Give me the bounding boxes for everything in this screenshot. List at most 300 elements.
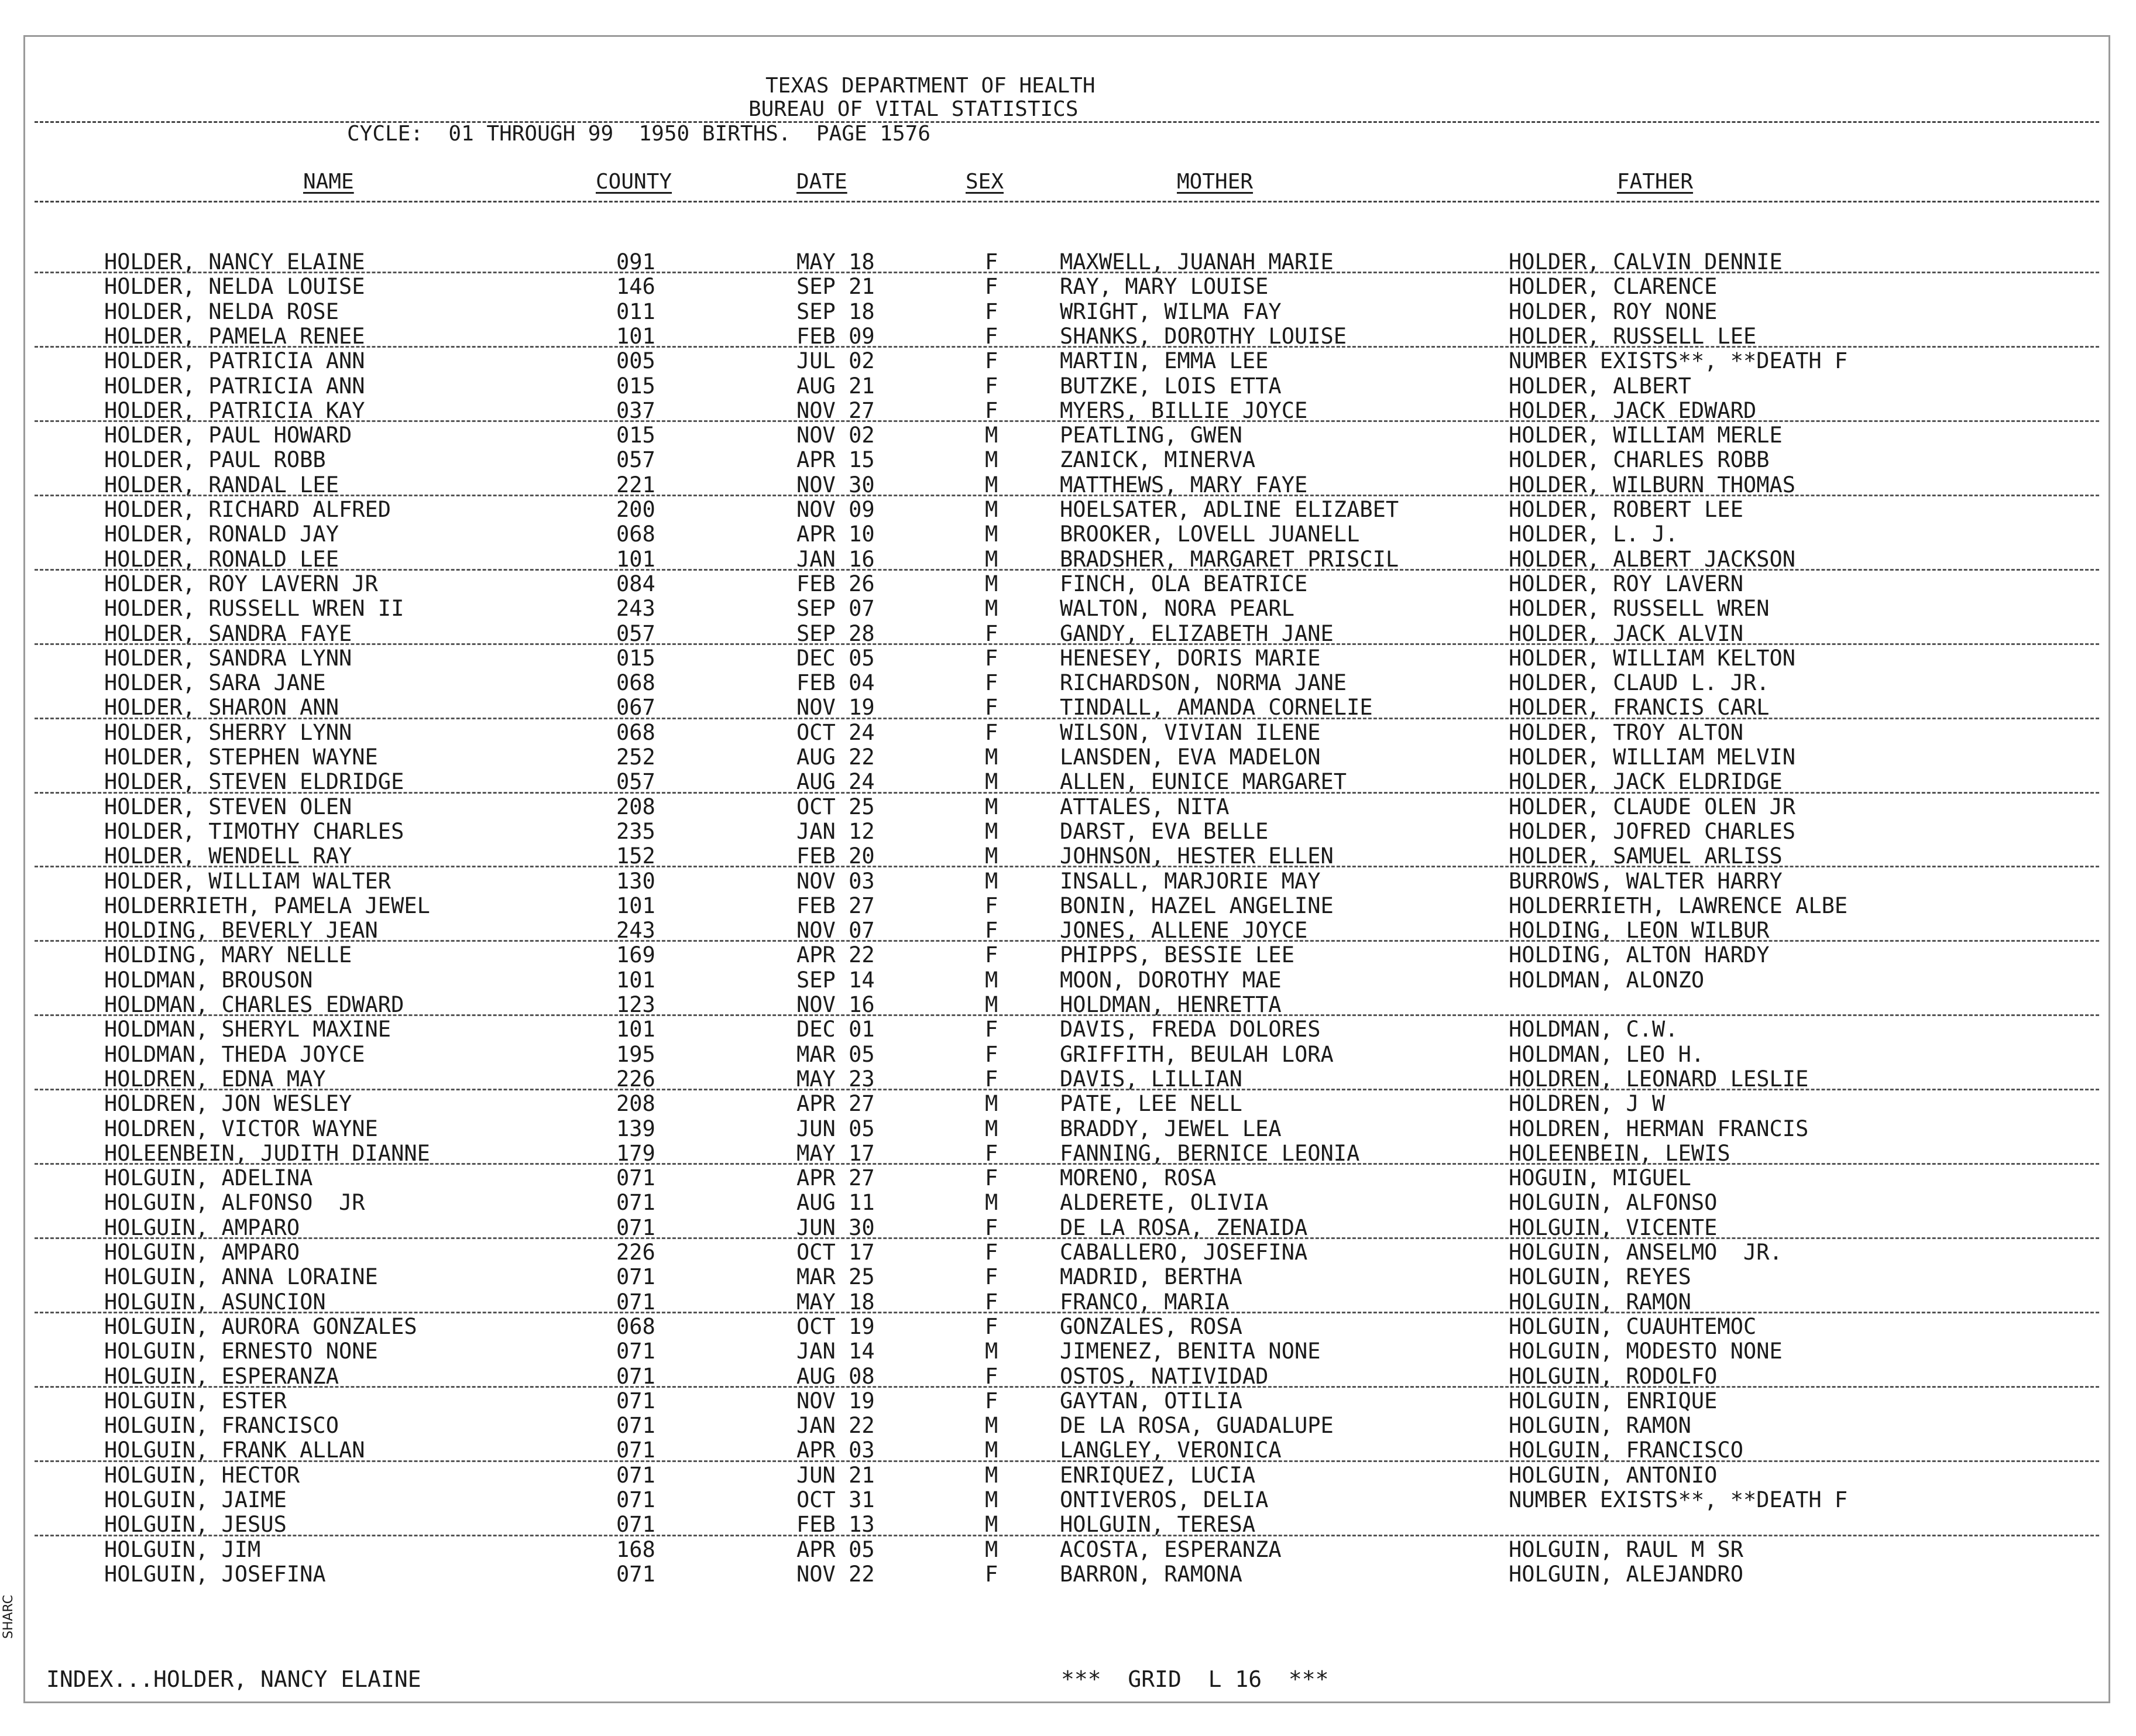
record-name: HOLDER, STEVEN OLEN (104, 794, 352, 819)
record-name: HOLDER, NANCY ELAINE (104, 249, 365, 275)
record-county: 015 (616, 645, 655, 671)
record-date: APR 27 (796, 1165, 875, 1191)
record-father: HOLDER, JACK EDWARD (1509, 397, 1757, 423)
record-county: 068 (616, 719, 655, 745)
record-date: NOV 30 (796, 472, 875, 498)
record-name: HOLDING, MARY NELLE (104, 942, 352, 968)
record-county: 130 (616, 868, 655, 894)
record-sex: F (985, 719, 998, 745)
record-county: 146 (616, 274, 655, 300)
record-name: HOLDER, NELDA ROSE (104, 299, 339, 324)
table-row (25, 522, 2108, 547)
record-name: HOLDER, SHERRY LYNN (104, 719, 352, 745)
footer-index: INDEX...HOLDER, NANCY ELAINE (46, 1666, 421, 1692)
record-date: DEC 05 (796, 645, 875, 671)
record-date: APR 10 (796, 522, 875, 547)
record-name: HOLDER, SANDRA LYNN (104, 645, 352, 671)
record-sex: M (985, 843, 998, 869)
table-row (25, 572, 2108, 596)
record-mother: LANSDEN, EVA MADELON (1060, 745, 1321, 770)
record-date: OCT 25 (796, 794, 875, 819)
record-date: SEP 14 (796, 967, 875, 993)
record-sex: M (985, 818, 998, 844)
record-mother: MATTHEWS, MARY FAYE (1060, 472, 1308, 498)
record-father: HOLGUIN, ANTONIO (1509, 1462, 1718, 1488)
record-father: HOLGUIN, CUAUHTEMOC (1509, 1313, 1757, 1339)
record-name: HOLDER, RANDAL LEE (104, 472, 339, 498)
record-mother: ZANICK, MINERVA (1060, 447, 1256, 473)
record-sex: M (985, 1536, 998, 1562)
record-county: 084 (616, 571, 655, 596)
record-date: MAR 05 (796, 1041, 875, 1067)
column-header-sex: SEX (966, 170, 1004, 194)
record-father: HOLGUIN, FRANCISCO (1509, 1437, 1743, 1463)
record-date: AUG 21 (796, 373, 875, 399)
record-sex: F (985, 373, 998, 399)
record-mother: ALDERETE, OLIVIA (1060, 1190, 1269, 1216)
record-sex: F (985, 249, 998, 275)
record-sex: F (985, 918, 998, 944)
record-sex: F (985, 1363, 998, 1389)
record-name: HOLDER, RICHARD ALFRED (104, 497, 392, 522)
record-father: HOLGUIN, ALEJANDRO (1509, 1561, 1743, 1587)
table-row (25, 943, 2108, 968)
table-row (25, 1290, 2108, 1315)
record-sex: M (985, 1190, 998, 1216)
record-county: 195 (616, 1041, 655, 1067)
record-date: NOV 09 (796, 497, 875, 522)
table-row (25, 1512, 2108, 1537)
table-row (25, 869, 2108, 894)
table-row (25, 968, 2108, 993)
record-sex: M (985, 447, 998, 473)
table-row (25, 1315, 2108, 1339)
record-father: HOLDER, WILLIAM MELVIN (1509, 745, 1796, 770)
record-date: OCT 24 (796, 719, 875, 745)
record-date: SEP 18 (796, 299, 875, 324)
table-row (25, 1413, 2108, 1438)
record-county: 101 (616, 323, 655, 349)
agency-title: TEXAS DEPARTMENT OF HEALTH (765, 74, 1096, 98)
index-sheet (23, 35, 2110, 1703)
record-date: NOV 07 (796, 918, 875, 944)
record-name: HOLDER, PATRICIA KAY (104, 397, 365, 423)
record-father: HOLDMAN, LEO H. (1509, 1041, 1705, 1067)
record-name: HOLDMAN, THEDA JOYCE (104, 1041, 365, 1067)
record-mother: ONTIVEROS, DELIA (1060, 1487, 1269, 1512)
table-row (25, 324, 2108, 349)
record-father: HOLGUIN, RAMON (1509, 1413, 1691, 1439)
record-date: MAY 17 (796, 1140, 875, 1166)
record-name: HOLDER, RUSSELL WREN II (104, 596, 404, 622)
record-name: HOLDER, SANDRA FAYE (104, 620, 352, 646)
table-row (25, 1092, 2108, 1116)
table-row (25, 1042, 2108, 1067)
record-county: 071 (616, 1289, 655, 1315)
record-name: HOLDER, PATRICIA ANN (104, 348, 365, 374)
record-name: HOLDER, NELDA LOUISE (104, 274, 365, 300)
record-date: FEB 27 (796, 893, 875, 918)
record-county: 071 (616, 1512, 655, 1538)
record-county: 152 (616, 843, 655, 869)
record-county: 071 (616, 1561, 655, 1587)
record-name: HOLGUIN, JESUS (104, 1512, 287, 1538)
record-date: AUG 22 (796, 745, 875, 770)
record-county: 243 (616, 596, 655, 622)
record-date: JUN 30 (796, 1214, 875, 1240)
record-mother: BUTZKE, LOIS ETTA (1060, 373, 1282, 399)
record-date: SEP 28 (796, 620, 875, 646)
record-father: HOLDING, ALTON HARDY (1509, 942, 1770, 968)
record-sex: F (985, 645, 998, 671)
record-father: HOLDER, ROY NONE (1509, 299, 1718, 324)
footer-grid: *** GRID L 16 *** (1061, 1666, 1329, 1692)
record-name: HOLDER, SHARON ANN (104, 695, 339, 721)
record-county: 071 (616, 1462, 655, 1488)
record-county: 101 (616, 1017, 655, 1042)
column-header-county: COUNTY (596, 170, 672, 194)
table-row (25, 795, 2108, 819)
record-sex: M (985, 1339, 998, 1364)
record-county: 071 (616, 1264, 655, 1290)
table-row (25, 300, 2108, 324)
record-father: HOLDER, L. J. (1509, 522, 1678, 547)
record-name: HOLGUIN, HECTOR (104, 1462, 300, 1488)
record-date: APR 05 (796, 1536, 875, 1562)
record-name: HOLDER, RONALD LEE (104, 546, 339, 572)
table-row (25, 423, 2108, 448)
record-father: HOLGUIN, REYES (1509, 1264, 1691, 1290)
record-name: HOLEENBEIN, JUDITH DIANNE (104, 1140, 430, 1166)
record-mother: MARTIN, EMMA LEE (1060, 348, 1269, 374)
record-father: HOLGUIN, RODOLFO (1509, 1363, 1718, 1389)
record-mother: CABALLERO, JOSEFINA (1060, 1240, 1308, 1265)
record-name: HOLDERRIETH, PAMELA JEWEL (104, 893, 430, 918)
record-father: HOLDER, CHARLES ROBB (1509, 447, 1770, 473)
record-county: 071 (616, 1165, 655, 1191)
record-name: HOLGUIN, ASUNCION (104, 1289, 326, 1315)
record-county: 123 (616, 992, 655, 1017)
column-header-name: NAME (303, 170, 354, 194)
record-mother: DARST, EVA BELLE (1060, 818, 1269, 844)
table-row (25, 275, 2108, 299)
record-sex: F (985, 274, 998, 300)
table-row (25, 695, 2108, 720)
record-county: 071 (616, 1363, 655, 1389)
record-county: 169 (616, 942, 655, 968)
record-mother: MAXWELL, JUANAH MARIE (1060, 249, 1334, 275)
table-row (25, 498, 2108, 522)
record-date: DEC 01 (796, 1017, 875, 1042)
table-row (25, 1265, 2108, 1289)
table-row (25, 622, 2108, 646)
side-mark: SHARC (1, 1594, 16, 1639)
record-sex: M (985, 1487, 998, 1512)
record-county: 015 (616, 423, 655, 448)
record-father: HOLDMAN, ALONZO (1509, 967, 1705, 993)
record-mother: BROOKER, LOVELL JUANELL (1060, 522, 1360, 547)
record-mother: JONES, ALLENE JOYCE (1060, 918, 1308, 944)
record-sex: F (985, 670, 998, 696)
record-father: HOLDER, JACK ALVIN (1509, 620, 1743, 646)
record-sex: F (985, 299, 998, 324)
record-county: 252 (616, 745, 655, 770)
record-father: NUMBER EXISTS**, **DEATH F (1509, 348, 1848, 374)
record-father: HOLDER, SAMUEL ARLISS (1509, 843, 1783, 869)
record-county: 068 (616, 522, 655, 547)
table-row (25, 1538, 2108, 1562)
record-mother: GAYTAN, OTILIA (1060, 1388, 1242, 1413)
table-row (25, 473, 2108, 498)
record-date: FEB 04 (796, 670, 875, 696)
table-row (25, 1339, 2108, 1364)
record-date: JAN 14 (796, 1339, 875, 1364)
record-county: 071 (616, 1190, 655, 1216)
record-father: HOLDER, FRANCIS CARL (1509, 695, 1770, 721)
record-name: HOLGUIN, ALFONSO JR (104, 1190, 365, 1216)
table-row (25, 1067, 2108, 1092)
record-father: HOLGUIN, ENRIQUE (1509, 1388, 1718, 1413)
record-date: FEB 13 (796, 1512, 875, 1538)
record-name: HOLDER, ROY LAVERN JR (104, 571, 378, 596)
table-row (25, 745, 2108, 770)
record-county: 200 (616, 497, 655, 522)
record-date: FEB 26 (796, 571, 875, 596)
record-father: HOLDING, LEON WILBUR (1509, 918, 1770, 944)
table-row (25, 1216, 2108, 1240)
record-mother: TINDALL, AMANDA CORNELIE (1060, 695, 1373, 721)
record-county: 071 (616, 1487, 655, 1512)
record-date: AUG 08 (796, 1363, 875, 1389)
record-date: AUG 11 (796, 1190, 875, 1216)
record-date: MAY 23 (796, 1066, 875, 1092)
record-county: 101 (616, 967, 655, 993)
record-date: OCT 31 (796, 1487, 875, 1512)
record-mother: RICHARDSON, NORMA JANE (1060, 670, 1347, 696)
record-date: JUN 21 (796, 1462, 875, 1488)
record-name: HOLDER, STEVEN ELDRIDGE (104, 769, 404, 795)
record-name: HOLDMAN, SHERYL MAXINE (104, 1017, 392, 1042)
record-county: 226 (616, 1240, 655, 1265)
table-row (25, 547, 2108, 572)
record-name: HOLGUIN, JIM (104, 1536, 261, 1562)
record-sex: M (985, 745, 998, 770)
record-mother: INSALL, MARJORIE MAY (1060, 868, 1321, 894)
table-row (25, 1364, 2108, 1389)
record-mother: DAVIS, LILLIAN (1060, 1066, 1242, 1092)
record-sex: M (985, 472, 998, 498)
record-sex: M (985, 1462, 998, 1488)
table-row (25, 1191, 2108, 1215)
record-mother: DAVIS, FREDA DOLORES (1060, 1017, 1321, 1042)
record-father: HOLDREN, LEONARD LESLIE (1509, 1066, 1809, 1092)
record-name: HOLGUIN, AMPARO (104, 1214, 300, 1240)
table-row (25, 770, 2108, 794)
record-county: 101 (616, 893, 655, 918)
header-divider-bottom (35, 201, 2099, 203)
record-name: HOLGUIN, ESPERANZA (104, 1363, 339, 1389)
table-row (25, 1117, 2108, 1141)
record-sex: M (985, 1437, 998, 1463)
record-father: HOLDER, ALBERT JACKSON (1509, 546, 1796, 572)
record-father: HOLGUIN, MODESTO NONE (1509, 1339, 1783, 1364)
record-name: HOLGUIN, AURORA GONZALES (104, 1313, 417, 1339)
record-county: 235 (616, 818, 655, 844)
table-row (25, 1017, 2108, 1042)
record-county: 243 (616, 918, 655, 944)
record-father: HOLGUIN, RAUL M SR (1509, 1536, 1743, 1562)
record-date: SEP 07 (796, 596, 875, 622)
record-mother: FINCH, OLA BEATRICE (1060, 571, 1308, 596)
record-father: HOLDER, WILBURN THOMAS (1509, 472, 1796, 498)
record-mother: BRADDY, JEWEL LEA (1060, 1116, 1282, 1141)
record-county: 071 (616, 1214, 655, 1240)
record-mother: ENRIQUEZ, LUCIA (1060, 1462, 1256, 1488)
record-father: HOLDMAN, C.W. (1509, 1017, 1678, 1042)
record-county: 179 (616, 1140, 655, 1166)
record-mother: MOON, DOROTHY MAE (1060, 967, 1282, 993)
record-mother: PEATLING, GWEN (1060, 423, 1242, 448)
record-father: HOLGUIN, ANSELMO JR. (1509, 1240, 1783, 1265)
record-father: HOLDER, JACK ELDRIDGE (1509, 769, 1783, 795)
record-date: JAN 16 (796, 546, 875, 572)
record-father: HOGUIN, MIGUEL (1509, 1165, 1691, 1191)
record-father: HOLDER, RUSSELL WREN (1509, 596, 1770, 622)
record-sex: F (985, 348, 998, 374)
record-sex: F (985, 695, 998, 721)
record-name: HOLDREN, VICTOR WAYNE (104, 1116, 378, 1141)
table-row (25, 349, 2108, 373)
table-row (25, 448, 2108, 472)
record-father: HOLDER, CLAUDE OLEN JR (1509, 794, 1796, 819)
record-name: HOLDMAN, BROUSON (104, 967, 313, 993)
record-date: FEB 09 (796, 323, 875, 349)
record-sex: F (985, 942, 998, 968)
bureau-title: BUREAU OF VITAL STATISTICS (748, 97, 1079, 121)
table-row (25, 374, 2108, 399)
table-row (25, 721, 2108, 745)
table-row (25, 646, 2108, 671)
column-header-father: FATHER (1617, 170, 1694, 194)
record-father: HOLDER, ALBERT (1509, 373, 1691, 399)
record-date: MAY 18 (796, 249, 875, 275)
record-county: 071 (616, 1339, 655, 1364)
record-mother: JOHNSON, HESTER ELLEN (1060, 843, 1334, 869)
record-name: HOLGUIN, JAIME (104, 1487, 287, 1512)
record-sex: F (985, 893, 998, 918)
record-mother: SHANKS, DOROTHY LOUISE (1060, 323, 1347, 349)
table-row (25, 596, 2108, 621)
record-name: HOLDREN, EDNA MAY (104, 1066, 326, 1092)
record-name: HOLGUIN, FRANCISCO (104, 1413, 339, 1439)
record-mother: HOLGUIN, TERESA (1060, 1512, 1256, 1538)
record-sex: F (985, 1388, 998, 1413)
table-row (25, 1240, 2108, 1265)
record-county: 208 (616, 1091, 655, 1117)
record-father: HOLGUIN, ALFONSO (1509, 1190, 1718, 1216)
record-name: HOLDER, PAUL ROBB (104, 447, 326, 473)
record-mother: OSTOS, NATIVIDAD (1060, 1363, 1269, 1389)
record-date: NOV 02 (796, 423, 875, 448)
record-sex: M (985, 522, 998, 547)
record-mother: JIMENEZ, BENITA NONE (1060, 1339, 1321, 1364)
record-father: NUMBER EXISTS**, **DEATH F (1509, 1487, 1848, 1512)
record-father: BURROWS, WALTER HARRY (1509, 868, 1783, 894)
table-row (25, 1562, 2108, 1587)
record-name: HOLGUIN, ADELINA (104, 1165, 313, 1191)
record-mother: GONZALES, ROSA (1060, 1313, 1242, 1339)
record-sex: F (985, 1017, 998, 1042)
record-date: NOV 19 (796, 1388, 875, 1413)
record-mother: DE LA ROSA, GUADALUPE (1060, 1413, 1334, 1439)
record-mother: ATTALES, NITA (1060, 794, 1230, 819)
record-name: HOLDER, SARA JANE (104, 670, 326, 696)
record-date: MAR 25 (796, 1264, 875, 1290)
record-father: HOLDER, TROY ALTON (1509, 719, 1743, 745)
record-county: 067 (616, 695, 655, 721)
record-date: APR 27 (796, 1091, 875, 1117)
record-mother: BONIN, HAZEL ANGELINE (1060, 893, 1334, 918)
record-father: HOLDREN, HERMAN FRANCIS (1509, 1116, 1809, 1141)
record-date: OCT 19 (796, 1313, 875, 1339)
record-sex: M (985, 423, 998, 448)
record-mother: BRADSHER, MARGARET PRISCIL (1060, 546, 1399, 572)
record-mother: ALLEN, EUNICE MARGARET (1060, 769, 1347, 795)
table-row (25, 918, 2108, 943)
record-county: 226 (616, 1066, 655, 1092)
record-county: 057 (616, 620, 655, 646)
record-date: NOV 16 (796, 992, 875, 1017)
record-county: 101 (616, 546, 655, 572)
record-county: 091 (616, 249, 655, 275)
record-mother: MADRID, BERTHA (1060, 1264, 1242, 1290)
record-father: HOLEENBEIN, LEWIS (1509, 1140, 1730, 1166)
table-row (25, 1463, 2108, 1488)
record-mother: PATE, LEE NELL (1060, 1091, 1242, 1117)
record-name: HOLGUIN, JOSEFINA (104, 1561, 326, 1587)
record-name: HOLGUIN, ANNA LORAINE (104, 1264, 378, 1290)
record-mother: HENESEY, DORIS MARIE (1060, 645, 1321, 671)
record-father: HOLDER, CLARENCE (1509, 274, 1718, 300)
table-row (25, 819, 2108, 844)
record-mother: WALTON, NORA PEARL (1060, 596, 1294, 622)
record-date: JUL 02 (796, 348, 875, 374)
record-sex: F (985, 397, 998, 423)
record-mother: ACOSTA, ESPERANZA (1060, 1536, 1282, 1562)
record-name: HOLGUIN, ESTER (104, 1388, 287, 1413)
column-header-date: DATE (796, 170, 847, 194)
record-sex: M (985, 868, 998, 894)
record-name: HOLDER, PAUL HOWARD (104, 423, 352, 448)
record-mother: RAY, MARY LOUISE (1060, 274, 1269, 300)
record-mother: HOELSATER, ADLINE ELIZABET (1060, 497, 1399, 522)
record-date: NOV 27 (796, 397, 875, 423)
record-mother: FANNING, BERNICE LEONIA (1060, 1140, 1360, 1166)
record-sex: M (985, 992, 998, 1017)
record-county: 005 (616, 348, 655, 374)
record-sex: M (985, 769, 998, 795)
record-date: NOV 03 (796, 868, 875, 894)
record-sex: M (985, 546, 998, 572)
record-father: HOLDREN, J W (1509, 1091, 1665, 1117)
record-sex: M (985, 967, 998, 993)
record-father: HOLDERRIETH, LAWRENCE ALBE (1509, 893, 1848, 918)
record-name: HOLDER, STEPHEN WAYNE (104, 745, 378, 770)
record-name: HOLGUIN, FRANK ALLAN (104, 1437, 365, 1463)
record-sex: M (985, 1116, 998, 1141)
record-name: HOLGUIN, ERNESTO NONE (104, 1339, 378, 1364)
record-county: 071 (616, 1413, 655, 1439)
